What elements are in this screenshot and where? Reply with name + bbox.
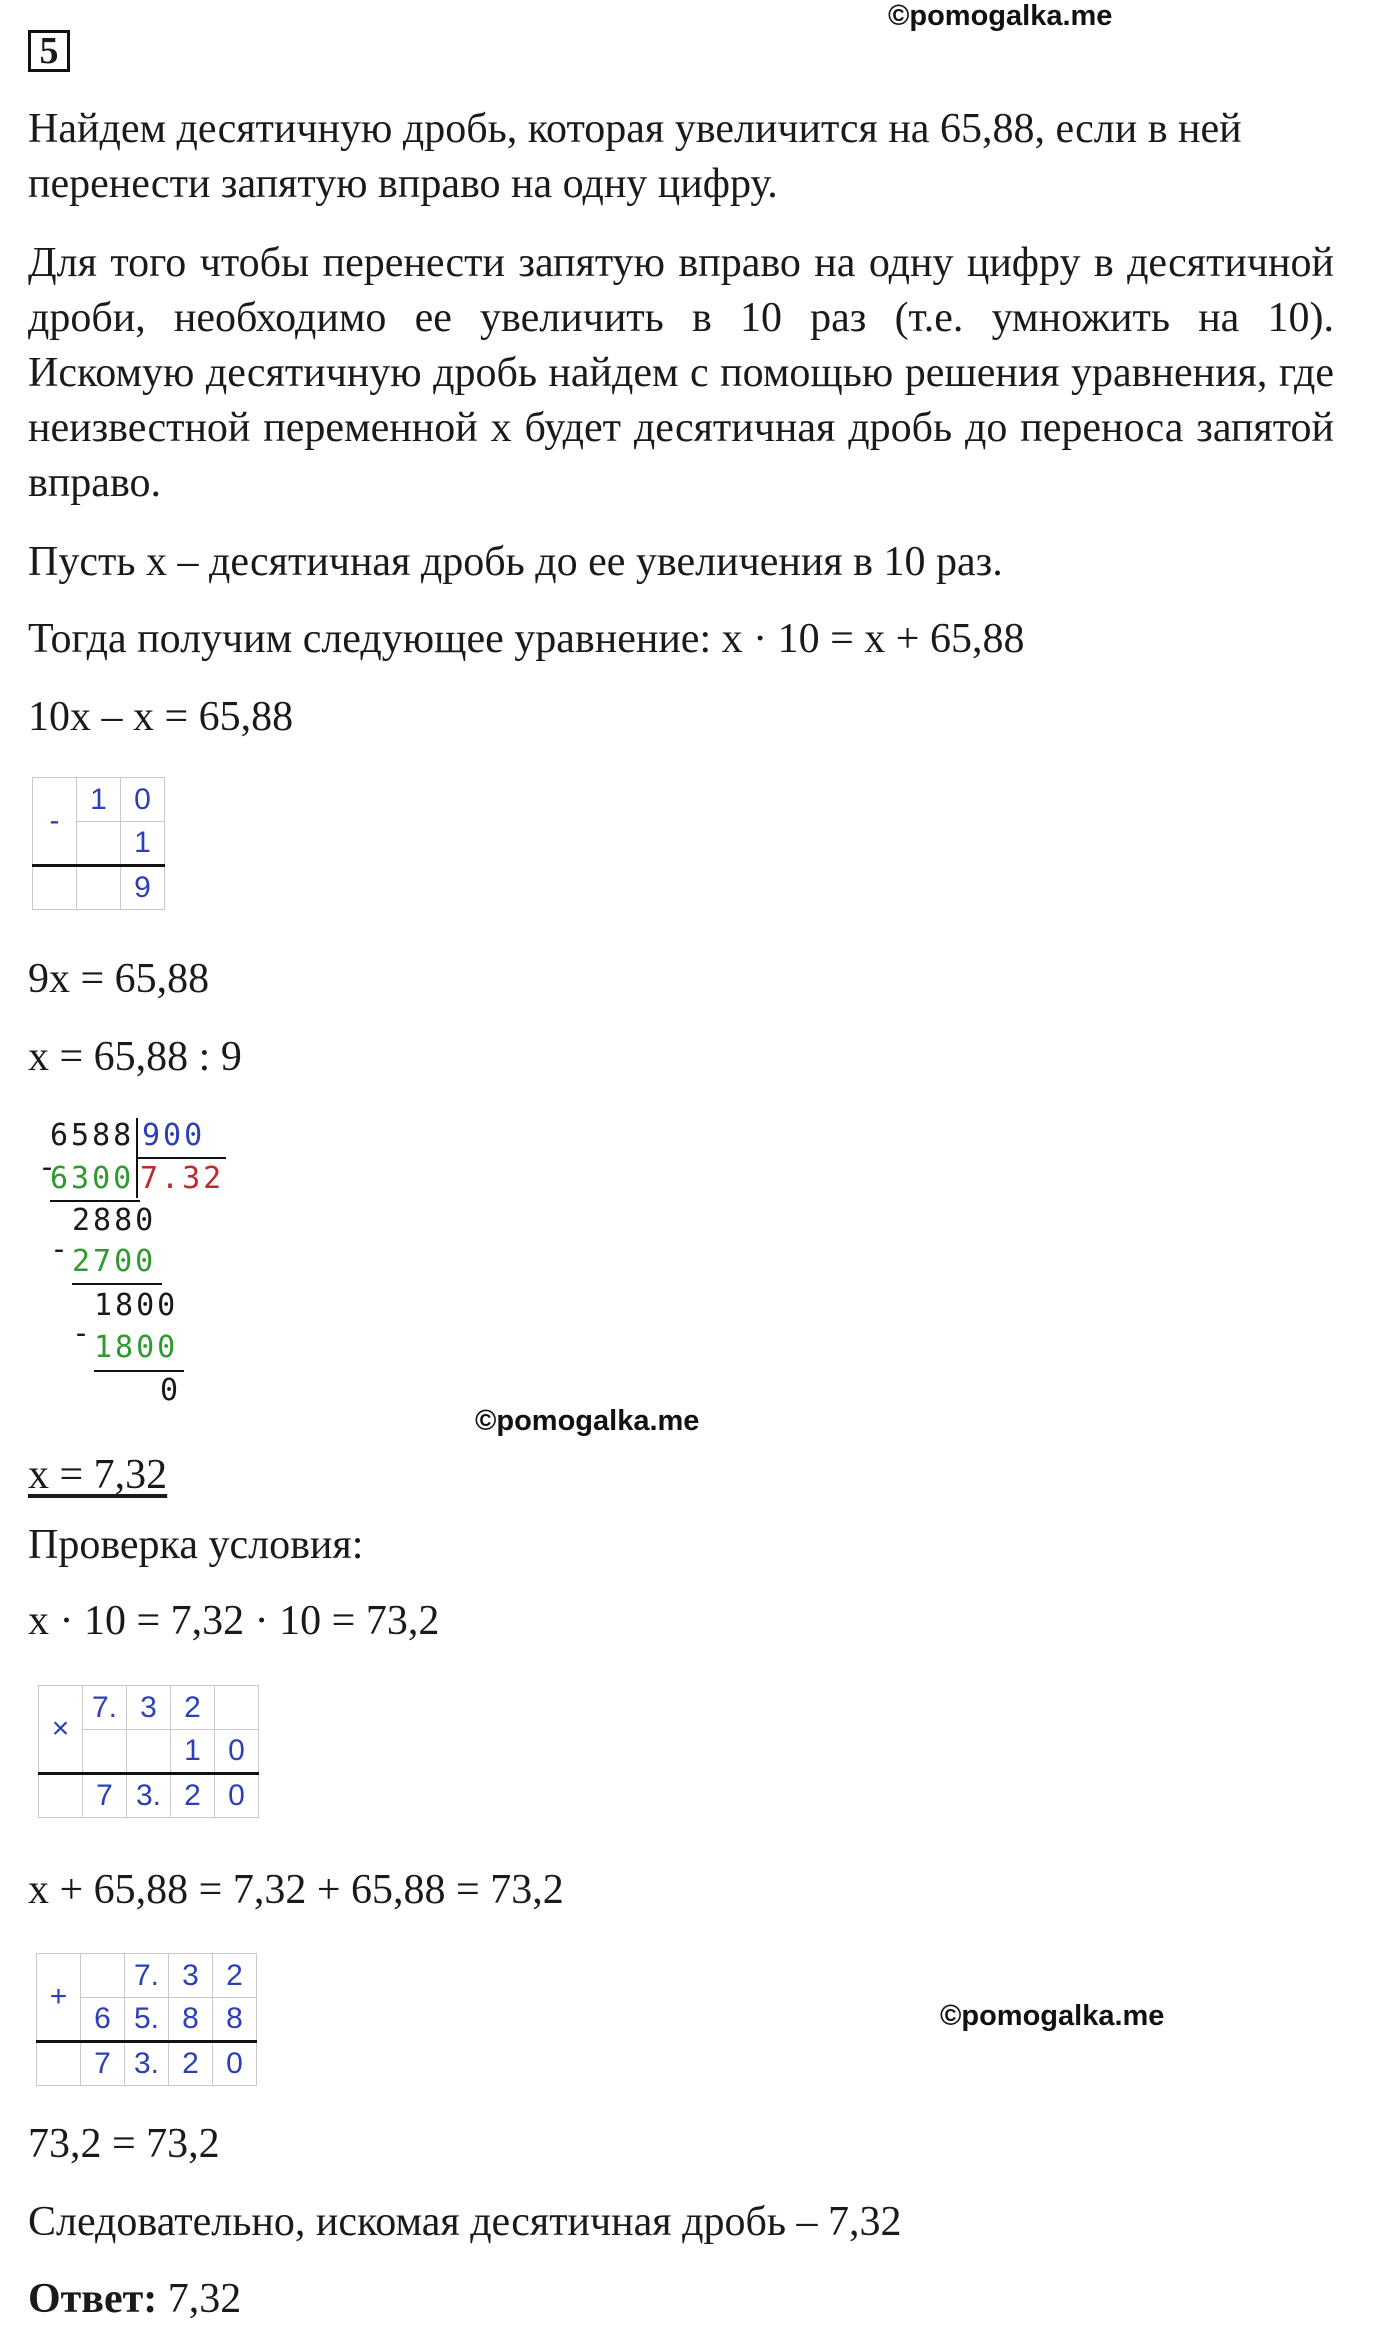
step1-remainder: 2880 [72,1203,157,1238]
grid-cell: 7. [125,1954,169,1998]
grid-cell [83,1730,127,1774]
grid-cell: 0 [215,1730,259,1774]
step1-subtrahend: 6300 [50,1161,135,1196]
grid-cell [37,2042,81,2086]
divisor: 900 [142,1118,206,1153]
equation-step-1: 10x – x = 65,88 [28,694,294,740]
grid-cell: 1 [121,822,165,866]
grid-cell: 0 [121,778,165,822]
check-equality: 73,2 = 73,2 [28,2121,220,2167]
grid-cell: 7 [83,1774,127,1818]
multiplication-grid [38,1685,259,1818]
conclusion: Следовательно, искомая десятичная дробь – 7,32 [28,2199,902,2245]
quotient: 7.32 [140,1161,225,1196]
grid-cell: 2 [171,1686,215,1730]
subtraction-grid [32,777,165,910]
grid-cell: 0 [215,1774,259,1818]
watermark-middle: ©pomogalka.me [475,1405,700,1437]
watermark-top: ©pomogalka.me [888,0,1113,32]
grid-cell: 2 [169,2042,213,2086]
paragraph-explanation: Для того чтобы перенести запятую вправо на одну цифру в десятичной дроби, необходимо ее увеличить в 10 раз (т.е. умножить на 10). Искомую десятичную дробь найдем с помощью решения уравнения, где неизвестной переменной x будет десятичная дробь до переноса запятой вправо. [28,240,1334,506]
division-bracket-horizontal [136,1157,226,1159]
paragraph-intro: Найдем десятичную дробь, которая увеличится на 65,88, если в ней перенести запятую вправо на одну цифру. [28,106,1242,207]
grid-cell [215,1686,259,1730]
answer-label: Ответ: [28,2276,158,2322]
grid-cell: 5. [125,1998,169,2042]
grid-cell: 2 [213,1954,257,1998]
grid-cell [39,1774,83,1818]
answer-line [28,2272,1334,2327]
final-remainder: 0 [160,1373,182,1408]
check-title: Проверка условия: [28,1522,364,1568]
minus-sign: - [72,1316,94,1351]
grid-cell: 3. [125,2042,169,2086]
minus-sign: - [38,1150,60,1185]
check-multiplication: x · 10 = 7,32 · 10 = 73,2 [28,1598,440,1644]
equation-step-3: x = 65,88 : 9 [28,1034,242,1080]
result-x: x = 7,32 [28,1452,168,1498]
grid-cell: 3. [127,1774,171,1818]
paragraph-equation: Тогда получим следующее уравнение: x · 10 = x + 65,88 [28,616,1025,662]
grid-cell: 3 [127,1686,171,1730]
times-sign: × [39,1686,83,1774]
dividend: 6588 [50,1118,135,1153]
step2-remainder: 1800 [94,1288,179,1323]
grid-cell: 9 [121,866,165,910]
answer-value: 7,32 [157,2276,242,2322]
grid-cell [81,1954,125,1998]
grid-cell: 7. [83,1686,127,1730]
grid-cell [33,866,77,910]
addition-grid [36,1953,257,2086]
step2-line [72,1283,162,1285]
grid-cell [77,866,121,910]
grid-cell: 8 [213,1998,257,2042]
step3-line [94,1370,184,1372]
grid-cell [127,1730,171,1774]
minus-sign: - [33,778,77,866]
step2-subtrahend: 2700 [72,1244,157,1279]
grid-cell: 7 [81,2042,125,2086]
step1-line [50,1200,140,1202]
check-addition: x + 65,88 = 7,32 + 65,88 = 73,2 [28,1867,564,1913]
grid-cell: 1 [77,778,121,822]
equation-step-2: 9x = 65,88 [28,956,210,1002]
minus-sign: - [50,1232,72,1267]
grid-cell: 2 [171,1774,215,1818]
plus-sign: + [37,1954,81,2042]
grid-cell: 3 [169,1954,213,1998]
grid-cell: 0 [213,2042,257,2086]
task-number-box: 5 [28,30,70,72]
paragraph-let-x: Пусть x – десятичная дробь до ее увеличения в 10 раз. [28,539,1003,585]
grid-cell: 1 [171,1730,215,1774]
watermark-bottom: ©pomogalka.me [940,2000,1165,2032]
grid-cell: 8 [169,1998,213,2042]
grid-cell [77,822,121,866]
grid-cell: 6 [81,1998,125,2042]
step3-subtrahend: 1800 [94,1330,179,1365]
